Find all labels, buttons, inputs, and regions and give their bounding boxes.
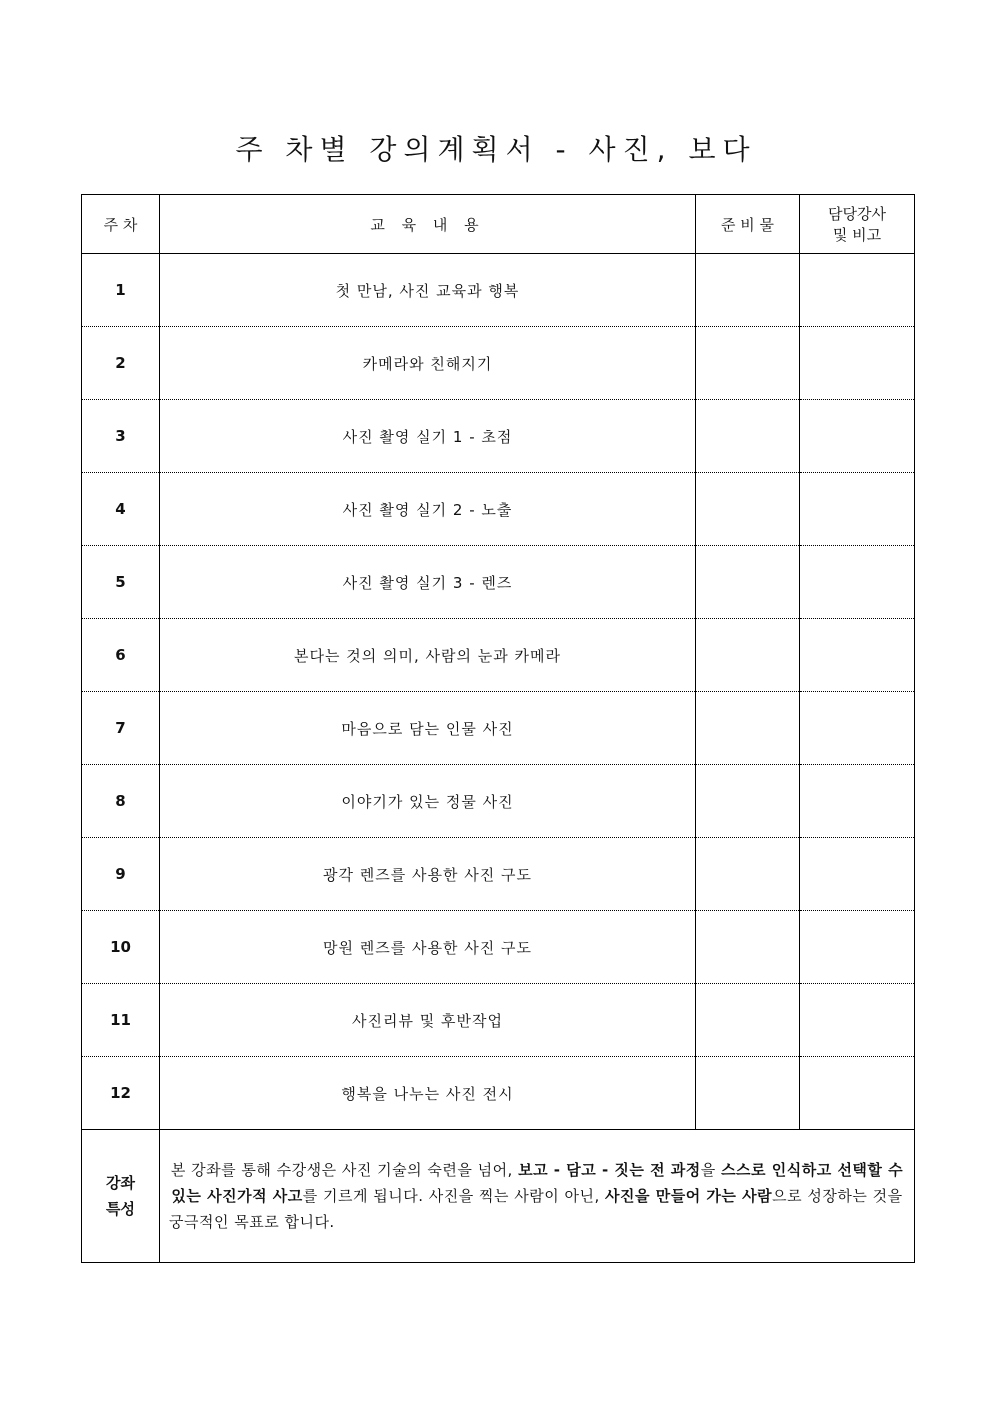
feature-text-segment: 를 기르게 됩니다. 사진을 찍는 사람이 아닌, (302, 1187, 606, 1205)
feature-text-emphasis: 사진을 만들어 가는 사람 (605, 1187, 773, 1205)
remarks-cell (800, 254, 915, 327)
course-feature-text (160, 1130, 915, 1263)
materials-cell (696, 692, 800, 765)
table-row (82, 254, 915, 327)
week-number: 4 (82, 473, 160, 546)
remarks-cell (800, 473, 915, 546)
week-number: 8 (82, 765, 160, 838)
week-content: 첫 만남, 사진 교육과 행복 (160, 254, 696, 327)
week-content: 사진리뷰 및 후반작업 (160, 984, 696, 1057)
remarks-cell (800, 765, 915, 838)
table-row (82, 838, 915, 911)
materials-cell (696, 1057, 800, 1130)
materials-cell (696, 911, 800, 984)
week-number: 1 (82, 254, 160, 327)
remarks-cell (800, 984, 915, 1057)
materials-cell (696, 473, 800, 546)
materials-cell (696, 327, 800, 400)
table-row (82, 911, 915, 984)
remarks-cell (800, 327, 915, 400)
table-row (82, 692, 915, 765)
materials-cell (696, 838, 800, 911)
remarks-cell (800, 619, 915, 692)
materials-cell (696, 619, 800, 692)
week-number: 5 (82, 546, 160, 619)
page-title: 주 차별 강의계획서 - 사진, 보다 (235, 133, 757, 166)
table-row (82, 619, 915, 692)
table-row (82, 473, 915, 546)
materials-cell (696, 546, 800, 619)
remarks-cell (800, 400, 915, 473)
table-row (82, 327, 915, 400)
lecture-plan-table (81, 194, 915, 1263)
week-number: 11 (82, 984, 160, 1057)
materials-cell (696, 400, 800, 473)
feature-text-segment: 을 (700, 1161, 722, 1179)
remarks-cell (800, 1057, 915, 1130)
week-content: 광각 렌즈를 사용한 사진 구도 (160, 838, 696, 911)
course-feature-row (82, 1130, 915, 1263)
materials-cell (696, 765, 800, 838)
header-remarks-line2: 및 비고 (832, 226, 882, 244)
table-row (82, 400, 915, 473)
header-week: 주 차 (82, 195, 160, 254)
table-row (82, 1057, 915, 1130)
week-content: 사진 촬영 실기 1 - 초점 (160, 400, 696, 473)
course-feature-label-line2: 특성 (106, 1200, 135, 1218)
week-content: 본다는 것의 의미, 사람의 눈과 카메라 (160, 619, 696, 692)
week-content: 사진 촬영 실기 3 - 렌즈 (160, 546, 696, 619)
table-row (82, 984, 915, 1057)
materials-cell (696, 984, 800, 1057)
feature-text-segment: 본 강좌를 통해 수강생은 사진 기술의 숙련을 넘어, (170, 1161, 519, 1179)
materials-cell (696, 254, 800, 327)
feature-text-segment: 으로 성장하는 것을 궁극적인 목표로 합니다. (169, 1187, 903, 1231)
week-number: 3 (82, 400, 160, 473)
week-content: 망원 렌즈를 사용한 사진 구도 (160, 911, 696, 984)
table-row (82, 765, 915, 838)
table-header-row (82, 195, 915, 254)
week-number: 10 (82, 911, 160, 984)
table-row (82, 546, 915, 619)
remarks-cell (800, 911, 915, 984)
course-feature-label-line1: 강좌 (106, 1174, 135, 1192)
remarks-cell (800, 692, 915, 765)
header-remarks (800, 195, 915, 254)
week-content: 행복을 나누는 사진 전시 (160, 1057, 696, 1130)
header-remarks-line1: 담당강사 (828, 205, 886, 223)
week-number: 9 (82, 838, 160, 911)
header-materials: 준 비 물 (696, 195, 800, 254)
week-content: 사진 촬영 실기 2 - 노출 (160, 473, 696, 546)
week-number: 2 (82, 327, 160, 400)
feature-text-emphasis: 보고 - 담고 - 짓는 전 과정 (518, 1161, 701, 1179)
week-content: 마음으로 담는 인물 사진 (160, 692, 696, 765)
course-feature-label (82, 1130, 160, 1263)
remarks-cell (800, 546, 915, 619)
remarks-cell (800, 838, 915, 911)
header-content: 교 육 내 용 (160, 195, 696, 254)
feature-text-emphasis: 스스로 인식하고 선택할 수 있는 사진가적 사고 (171, 1161, 904, 1205)
week-number: 6 (82, 619, 160, 692)
week-content: 이야기가 있는 정물 사진 (160, 765, 696, 838)
week-number: 12 (82, 1057, 160, 1130)
week-number: 7 (82, 692, 160, 765)
week-content: 카메라와 친해지기 (160, 327, 696, 400)
